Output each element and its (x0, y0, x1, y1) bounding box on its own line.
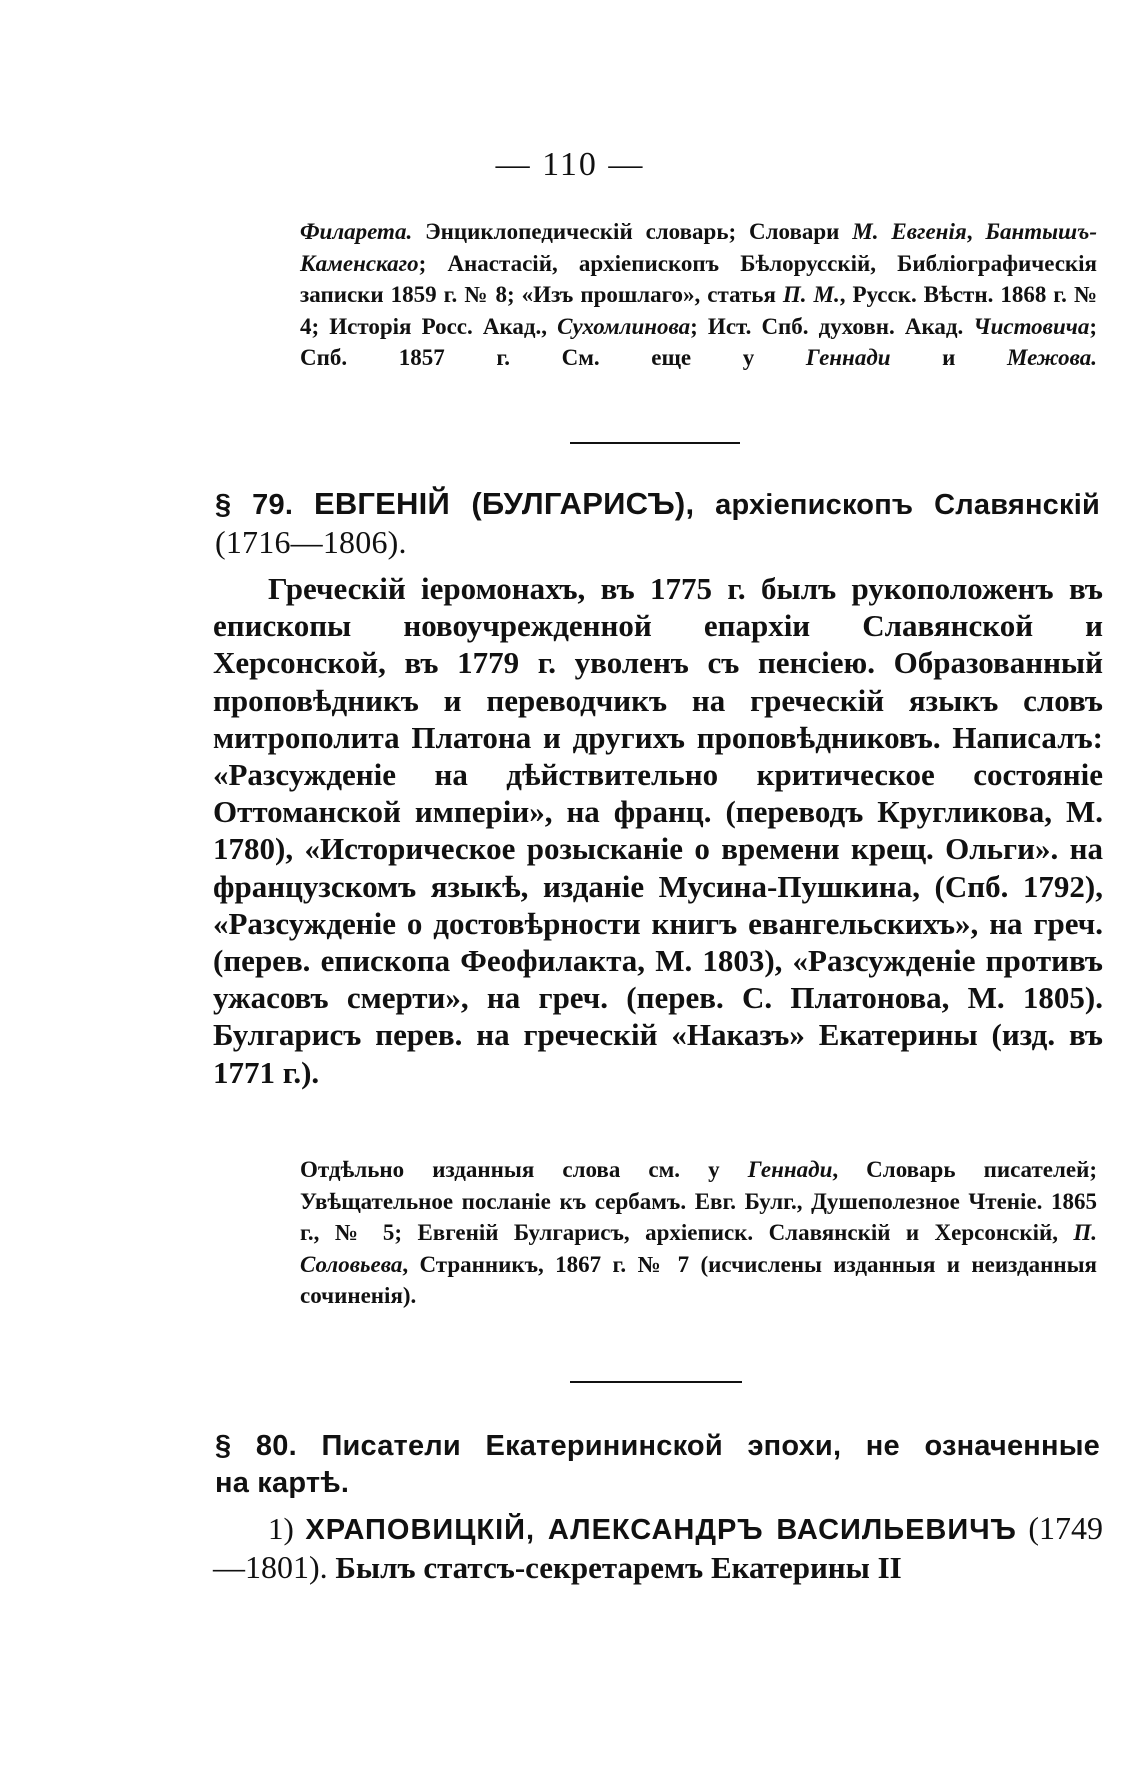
note-text-italic: Геннади (805, 345, 891, 370)
note-text: , (966, 219, 986, 244)
section-80-number: § 80. (215, 1430, 297, 1462)
section-79-dates: (1716—1806). (215, 524, 407, 560)
page-number: — 110 — (495, 146, 645, 183)
entry-1-paragraph (213, 1510, 1103, 1586)
section-79-paragraph: Греческій іеромонахъ, въ 1775 г. былъ рукоположенъ въ епископы новоучрежденной епархіи Славянской и Херсонской, въ 1779 г. уволенъ съ пенсіею. Образованный проповѣдникъ и переводчикъ на греческій языкъ словъ митрополита Платона и другихъ проповѣдниковъ. Написалъ: «Разсужденіе на дѣйствительно критическое состояніе Оттоманской имперіи», на франц. (переводъ Кругликова, М. 1780), «Историческое розысканіе о времени крещ. Ольги». на французскомъ языкѣ, изданіе Мусина-Пушкина, (Спб. 1792), «Разсужденіе о достовѣрности книгъ евангельскихъ», на греч. (перев. епископа Феофилакта, М. 1803), «Разсужденіе противъ ужасовъ смерти», на греч. (перев. С. Платонова, М. 1805). Булгарисъ перев. на греческій «Наказъ» Екатерины (изд. въ 1771 г.). (213, 571, 1103, 1090)
note-text-italic: Межова. (1007, 345, 1097, 370)
note-text-italic: Чистовича (973, 313, 1090, 339)
note-text-italic: Филарета. (300, 219, 413, 244)
section-79-heading (215, 485, 1100, 561)
note-text: ; Ист. Спб. духовн. Акад. (690, 313, 974, 339)
note-text: , Русск. Вѣстн. 1868 г. № 4; Исторія Росс. Акад., (300, 282, 1097, 339)
note-text-italic: Бантышъ-Каменскаго (300, 219, 1097, 276)
note-text-italic: П. Соловьева (300, 1220, 1097, 1277)
note-text-italic: М. Евгенія (852, 219, 967, 244)
entry-1-text: Былъ статсъ-секретаремъ Екатерины II (335, 1550, 902, 1586)
section-divider (570, 1381, 742, 1383)
section-80-title-continued: на картѣ. (215, 1467, 350, 1499)
section-divider (570, 442, 740, 444)
footnote-references-top (300, 216, 1097, 374)
note-text-italic: П. М. (782, 282, 840, 307)
entry-1-dates: (1749—1801). (213, 1510, 1103, 1586)
section-80-heading-line (215, 1428, 1100, 1465)
entry-1-number: 1) (268, 1511, 294, 1546)
section-80-title: Писатели Екатерининской эпохи, не означенные (321, 1430, 1101, 1462)
note-text-italic: Геннади (747, 1157, 833, 1182)
note-text: и (890, 345, 1008, 370)
section-79-title: ЕВГЕНІЙ (БУЛГАРИСЪ), (313, 486, 695, 521)
note-text: , Странникъ, 1867 г. № 7 (исчислены изданныя и неизданныя сочиненія). (300, 1251, 1097, 1308)
note-text-italic: Сухомлинова (557, 313, 691, 339)
note-text: ; Спб. 1857 г. См. еще у (300, 313, 1097, 370)
note-text: , Словарь писателей; Увѣщательное посланіе къ сербамъ. Евг. Булг., Душеполезное Чтеніе. 1865 г., № 5; Евгеній Булгарисъ, архіеписк. Славянскій и Херсонскій, (300, 1157, 1097, 1245)
note-text: Отдѣльно изданныя слова см. у (300, 1157, 748, 1182)
section-79-heading-line (215, 485, 1100, 524)
footnote-references-bottom (300, 1154, 1097, 1312)
entry-1-name: ХРАПОВИЦКІЙ, АЛЕКСАНДРЪ ВАСИЛЬЕВИЧЪ (305, 1514, 1017, 1546)
section-80-heading (215, 1428, 1100, 1502)
section-79-number: § 79. (215, 489, 294, 521)
note-text: Энциклопедическій словарь; Словари (412, 219, 853, 244)
section-79-subtitle: архіепископъ Славянскій (715, 489, 1101, 521)
note-text: ; Анастасій, архіепископъ Бѣлорусскій, Библіографическія записки 1859 г. № 8; «Изъ прошлаго», статья (300, 250, 1097, 307)
